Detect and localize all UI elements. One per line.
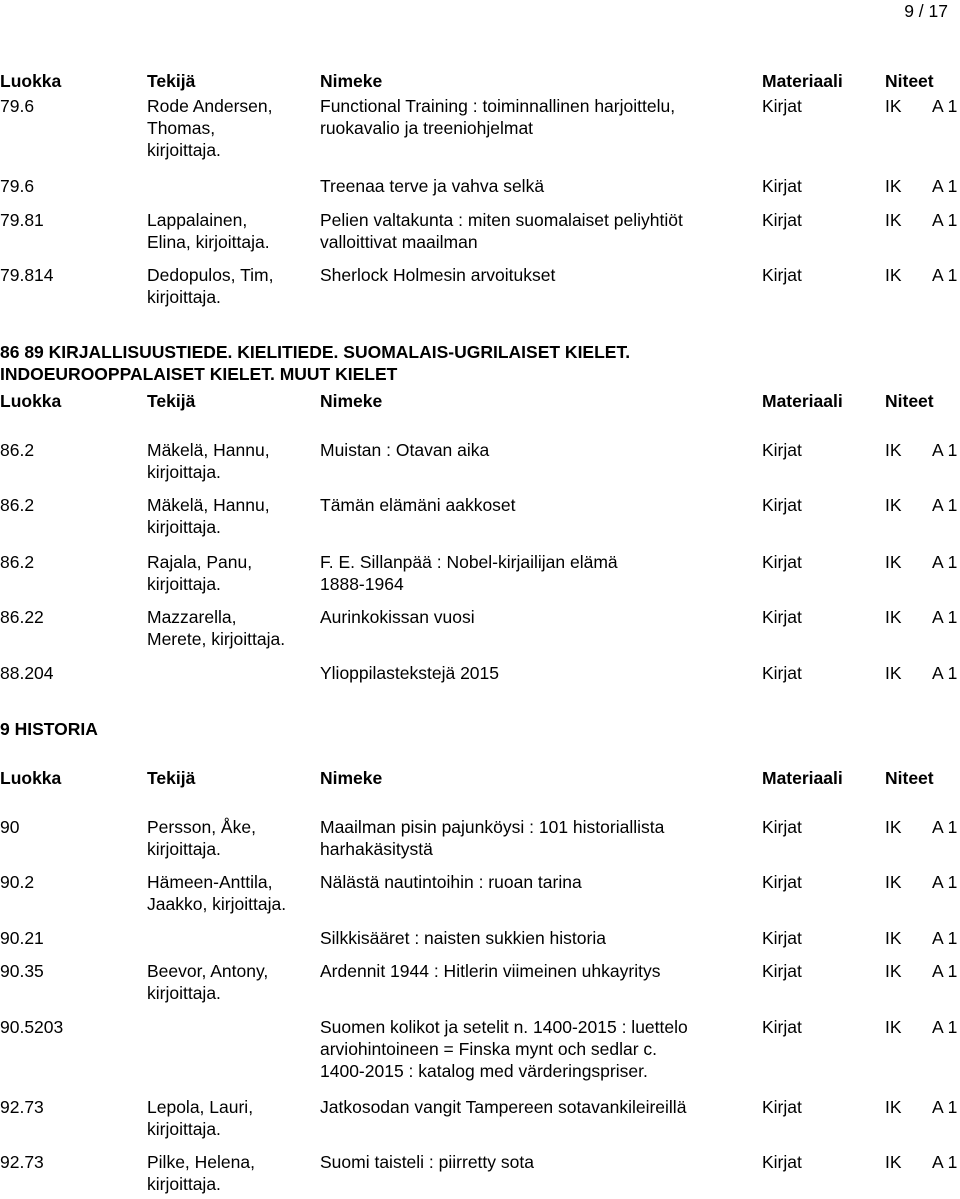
cell-niteet-a1: A 1 <box>932 928 958 948</box>
cell-nimeke: Pelien valtakunta : miten suomalaiset peliyhtiöt <box>320 210 683 230</box>
cell-nimeke: Suomen kolikot ja setelit n. 1400-2015 : luettelo <box>320 1017 688 1037</box>
cell-luokka: 90.5203 <box>0 1017 64 1037</box>
cell-nimeke: Nälästä nautintoihin : ruoan tarina <box>320 872 582 892</box>
header-nimeke: Nimeke <box>320 391 383 411</box>
cell-materiaali: Kirjat <box>762 552 802 572</box>
cell-nimeke: Treenaa terve ja vahva selkä <box>320 176 545 196</box>
cell-niteet-ik: IK <box>885 176 902 196</box>
cell-niteet-a1: A 1 <box>932 817 958 837</box>
header-luokka: Luokka <box>0 71 62 91</box>
cell-tekija: Mäkelä, Hannu, <box>147 440 270 460</box>
cell-luokka: 79.814 <box>0 265 54 285</box>
cell-niteet-ik: IK <box>885 96 902 116</box>
cell-nimeke: Ardennit 1944 : Hitlerin viimeinen uhkayritys <box>320 961 661 981</box>
cell-tekija: Jaakko, kirjoittaja. <box>147 894 287 914</box>
cell-tekija: Merete, kirjoittaja. <box>147 629 286 649</box>
cell-nimeke: 1400-2015 : katalog med värderingspriser. <box>320 1061 648 1081</box>
cell-materiaali: Kirjat <box>762 872 802 892</box>
cell-tekija: kirjoittaja. <box>147 839 221 859</box>
cell-niteet-ik: IK <box>885 440 902 460</box>
header-luokka: Luokka <box>0 768 62 788</box>
cell-niteet-a1: A 1 <box>932 961 958 981</box>
cell-niteet-a1: A 1 <box>932 96 958 116</box>
cell-tekija: kirjoittaja. <box>147 462 221 482</box>
cell-nimeke: Sherlock Holmesin arvoitukset <box>320 265 556 285</box>
cell-nimeke: valloittivat maailman <box>320 232 478 252</box>
cell-niteet-ik: IK <box>885 265 902 285</box>
cell-materiaali: Kirjat <box>762 495 802 515</box>
cell-luokka: 92.73 <box>0 1152 44 1172</box>
cell-niteet-a1: A 1 <box>932 607 958 627</box>
cell-luokka: 79.6 <box>0 176 35 196</box>
cell-tekija: Lappalainen, <box>147 210 248 230</box>
cell-niteet-ik: IK <box>885 928 902 948</box>
cell-niteet-a1: A 1 <box>932 495 958 515</box>
cell-tekija: kirjoittaja. <box>147 574 221 594</box>
cell-niteet-ik: IK <box>885 552 902 572</box>
section-heading: 86 89 KIRJALLISUUSTIEDE. KIELITIEDE. SUOMALAIS-UGRILAISET KIELET. <box>0 342 631 362</box>
cell-nimeke: Functional Training : toiminnallinen harjoittelu, <box>320 96 676 116</box>
cell-materiaali: Kirjat <box>762 607 802 627</box>
cell-tekija: Hämeen-Anttila, <box>147 872 273 892</box>
cell-tekija: Pilke, Helena, <box>147 1152 255 1172</box>
cell-luokka: 92.73 <box>0 1097 44 1117</box>
cell-niteet-a1: A 1 <box>932 872 958 892</box>
cell-niteet-a1: A 1 <box>932 1097 958 1117</box>
header-niteet: Niteet <box>885 391 934 411</box>
cell-niteet-ik: IK <box>885 817 902 837</box>
header-niteet: Niteet <box>885 71 934 91</box>
header-materiaali: Materiaali <box>762 391 843 411</box>
cell-materiaali: Kirjat <box>762 210 802 230</box>
cell-tekija: Mazzarella, <box>147 607 237 627</box>
cell-niteet-a1: A 1 <box>932 176 958 196</box>
cell-materiaali: Kirjat <box>762 817 802 837</box>
cell-nimeke: arviohintoineen = Finska mynt och sedlar c. <box>320 1039 658 1059</box>
cell-niteet-ik: IK <box>885 1097 902 1117</box>
header-niteet: Niteet <box>885 768 934 788</box>
cell-materiaali: Kirjat <box>762 96 802 116</box>
cell-nimeke: ruokavalio ja treeniohjelmat <box>320 118 534 138</box>
cell-materiaali: Kirjat <box>762 961 802 981</box>
cell-tekija: Elina, kirjoittaja. <box>147 232 270 252</box>
cell-materiaali: Kirjat <box>762 1017 802 1037</box>
cell-tekija: Lepola, Lauri, <box>147 1097 254 1117</box>
cell-tekija: kirjoittaja. <box>147 1119 221 1139</box>
cell-materiaali: Kirjat <box>762 265 802 285</box>
cell-niteet-ik: IK <box>885 1017 902 1037</box>
cell-materiaali: Kirjat <box>762 176 802 196</box>
header-luokka: Luokka <box>0 391 62 411</box>
cell-materiaali: Kirjat <box>762 440 802 460</box>
cell-niteet-a1: A 1 <box>932 1017 958 1037</box>
cell-tekija: kirjoittaja. <box>147 1174 221 1194</box>
cell-luokka: 90.21 <box>0 928 44 948</box>
cell-nimeke: Silkkisääret : naisten sukkien historia <box>320 928 606 948</box>
cell-nimeke: Maailman pisin pajunköysi : 101 historiallista <box>320 817 665 837</box>
cell-luokka: 90.35 <box>0 961 44 981</box>
cell-nimeke: Ylioppilastekstejä 2015 <box>320 663 500 683</box>
cell-niteet-ik: IK <box>885 961 902 981</box>
cell-niteet-a1: A 1 <box>932 265 958 285</box>
header-materiaali: Materiaali <box>762 768 843 788</box>
cell-nimeke: Aurinkokissan vuosi <box>320 607 475 627</box>
cell-niteet-ik: IK <box>885 210 902 230</box>
cell-luokka: 79.6 <box>0 96 35 116</box>
page-number: 9 / 17 <box>904 1 948 21</box>
cell-niteet-ik: IK <box>885 872 902 892</box>
cell-luokka: 86.2 <box>0 495 35 515</box>
cell-tekija: Persson, Åke, <box>147 817 256 837</box>
cell-nimeke: Tämän elämäni aakkoset <box>320 495 516 515</box>
cell-luokka: 79.81 <box>0 210 44 230</box>
cell-luokka: 86.2 <box>0 440 35 460</box>
cell-materiaali: Kirjat <box>762 663 802 683</box>
cell-luokka: 90 <box>0 817 20 837</box>
cell-nimeke: harhakäsitystä <box>320 839 433 859</box>
cell-niteet-ik: IK <box>885 1152 902 1172</box>
header-materiaali: Materiaali <box>762 71 843 91</box>
cell-niteet-a1: A 1 <box>932 663 958 683</box>
cell-tekija: Dedopulos, Tim, <box>147 265 274 285</box>
cell-tekija: kirjoittaja. <box>147 517 221 537</box>
cell-niteet-ik: IK <box>885 663 902 683</box>
header-tekija: Tekijä <box>147 391 196 411</box>
header-nimeke: Nimeke <box>320 768 383 788</box>
cell-materiaali: Kirjat <box>762 1097 802 1117</box>
cell-tekija: Mäkelä, Hannu, <box>147 495 270 515</box>
cell-nimeke: 1888-1964 <box>320 574 404 594</box>
cell-nimeke: Muistan : Otavan aika <box>320 440 490 460</box>
cell-materiaali: Kirjat <box>762 1152 802 1172</box>
cell-luokka: 86.22 <box>0 607 44 627</box>
cell-tekija: Rode Andersen, <box>147 96 273 116</box>
cell-tekija: kirjoittaja. <box>147 287 221 307</box>
cell-tekija: Beevor, Antony, <box>147 961 269 981</box>
section-heading-continued: INDOEUROOPPALAISET KIELET. MUUT KIELET <box>0 364 398 384</box>
cell-materiaali: Kirjat <box>762 928 802 948</box>
cell-tekija: Rajala, Panu, <box>147 552 253 572</box>
cell-luokka: 90.2 <box>0 872 35 892</box>
cell-luokka: 88.204 <box>0 663 54 683</box>
header-nimeke: Nimeke <box>320 71 383 91</box>
header-tekija: Tekijä <box>147 71 196 91</box>
cell-tekija: kirjoittaja. <box>147 983 221 1003</box>
cell-niteet-a1: A 1 <box>932 440 958 460</box>
cell-tekija: Thomas, <box>147 118 216 138</box>
cell-luokka: 86.2 <box>0 552 35 572</box>
section-heading: 9 HISTORIA <box>0 719 98 739</box>
header-tekija: Tekijä <box>147 768 196 788</box>
cell-niteet-ik: IK <box>885 495 902 515</box>
cell-niteet-a1: A 1 <box>932 552 958 572</box>
cell-niteet-a1: A 1 <box>932 210 958 230</box>
cell-nimeke: Jatkosodan vangit Tampereen sotavankileireillä <box>320 1097 687 1117</box>
cell-niteet-a1: A 1 <box>932 1152 958 1172</box>
cell-nimeke: F. E. Sillanpää : Nobel-kirjailijan elämä <box>320 552 618 572</box>
cell-tekija: kirjoittaja. <box>147 140 221 160</box>
cell-niteet-ik: IK <box>885 607 902 627</box>
cell-nimeke: Suomi taisteli : piirretty sota <box>320 1152 534 1172</box>
